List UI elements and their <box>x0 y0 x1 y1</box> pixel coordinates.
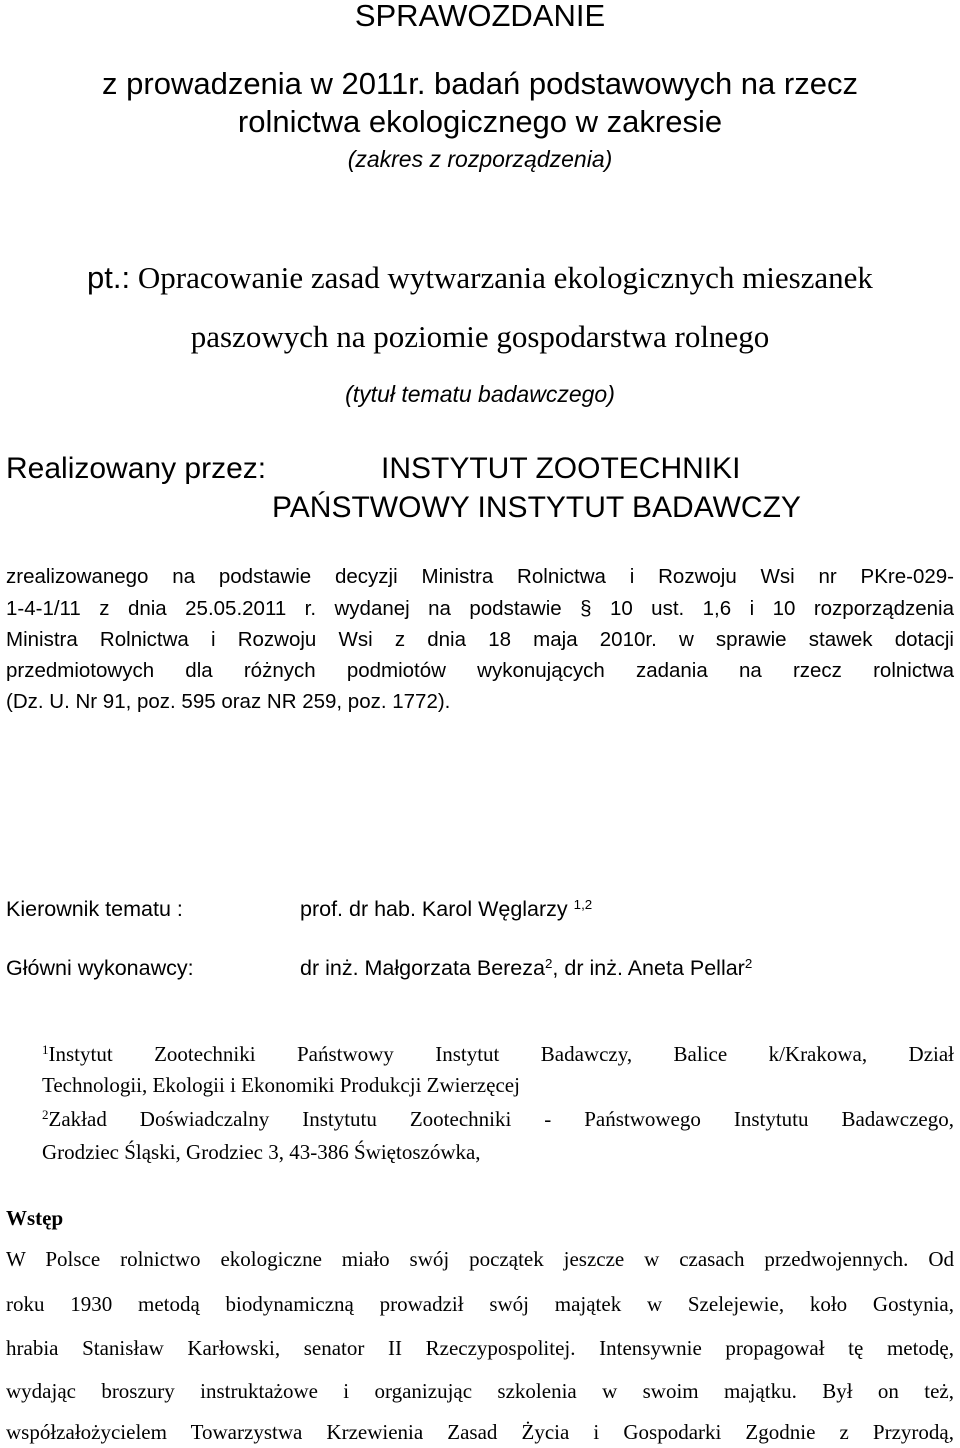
affiliation-2-text: Zakład Doświadczalny Instytutu Zootechniki - Państwowego Instytutu Badawczego, <box>48 1107 954 1131</box>
topic-title-line1 <box>0 260 960 296</box>
intro-heading: Wstęp <box>6 1206 64 1230</box>
institute-name: INSTYTUT ZOOTECHNIKI <box>381 452 741 485</box>
worker-1-affiliation: 2 <box>544 955 553 971</box>
institute-status: PAŃSTWOWY INSTYTUT BADAWCZY <box>272 491 801 524</box>
intro-line-4: wydając broszury instruktażowe i organizując szkolenia w swoim majątku. Był on też, <box>6 1379 954 1403</box>
affiliation-2-number: 2 <box>42 1106 49 1122</box>
intro-line-2: roku 1930 metodą biodynamiczną prowadził swój majątek w Szelejewie, koło Gostynia, <box>6 1292 954 1316</box>
decision-line-5: (Dz. U. Nr 91, poz. 595 oraz NR 259, poz. 1772). <box>6 690 451 713</box>
range-note: (zakres z rozporządzenia) <box>347 146 613 172</box>
workers-separator: , <box>552 956 559 980</box>
affiliation-1-line2: Technologii, Ekologii i Ekonomiki Produkcji Zwierzęcej <box>42 1073 520 1097</box>
decision-line-4: przedmiotowych dla różnych podmiotów wykonujących zadania na rzecz rolnictwa <box>6 659 954 682</box>
worker-1-name: dr inż. Małgorzata Bereza <box>300 956 545 980</box>
affiliation-1-line1 <box>42 1042 954 1067</box>
topic-note: (tytuł tematu badawczego) <box>345 381 615 407</box>
leader-name-text: prof. dr hab. Karol Węglarzy <box>300 897 568 921</box>
affiliation-2-line1 <box>42 1107 954 1132</box>
report-subtitle-line1: z prowadzenia w 2011r. badań podstawowych na rzecz <box>102 66 858 101</box>
report-subtitle-line2: rolnictwa ekologicznego w zakresie <box>237 104 723 139</box>
leader-label: Kierownik tematu : <box>6 897 183 921</box>
leader-name <box>300 897 592 922</box>
decision-line-2: 1-4-1/11 z dnia 25.05.2011 r. wydanej na podstawie § 10 ust. 1,6 i 10 rozporządzenia <box>6 597 954 620</box>
affiliation-2-line2: Grodziec Śląski, Grodziec 3, 43-386 Świętoszówka, <box>42 1140 481 1164</box>
topic-prefix: pt.: <box>87 260 131 295</box>
realized-by-label: Realizowany przez: <box>6 452 267 485</box>
affiliation-1-number: 1 <box>42 1041 49 1057</box>
topic-title-text: Opracowanie zasad wytwarzania ekologicznych mieszanek <box>137 260 873 295</box>
topic-title-line2: paszowych na poziomie gospodarstwa rolnego <box>190 319 770 354</box>
worker-2-affiliation: 2 <box>744 955 753 971</box>
leader-affiliation: 1,2 <box>573 896 593 912</box>
intro-line-3: hrabia Stanisław Karłowski, senator II Rzeczypospolitej. Intensywnie propagował tę metodę, <box>6 1336 954 1360</box>
workers-label: Główni wykonawcy: <box>6 956 194 980</box>
worker-2-name: dr inż. Aneta Pellar <box>564 956 745 980</box>
decision-line-1: zrealizowanego na podstawie decyzji Ministra Rolnictwa i Rozwoju Wsi nr PKre-029- <box>6 565 954 588</box>
workers-names <box>300 956 752 981</box>
affiliation-1-text: Instytut Zootechniki Państwowy Instytut Badawczy, Balice k/Krakowa, Dział <box>48 1042 954 1066</box>
intro-line-1: W Polsce rolnictwo ekologiczne miało swój początek jeszcze w czasach przedwojennych. Od <box>6 1247 954 1271</box>
report-title: SPRAWOZDANIE <box>354 0 606 33</box>
decision-line-3: Ministra Rolnictwa i Rozwoju Wsi z dnia 18 maja 2010r. w sprawie stawek dotacji <box>6 628 954 651</box>
intro-line-5: współzałożycielem Towarzystwa Krzewienia Zasad Życia i Gospodarki Zgodnie z Przyrodą, <box>6 1420 954 1444</box>
